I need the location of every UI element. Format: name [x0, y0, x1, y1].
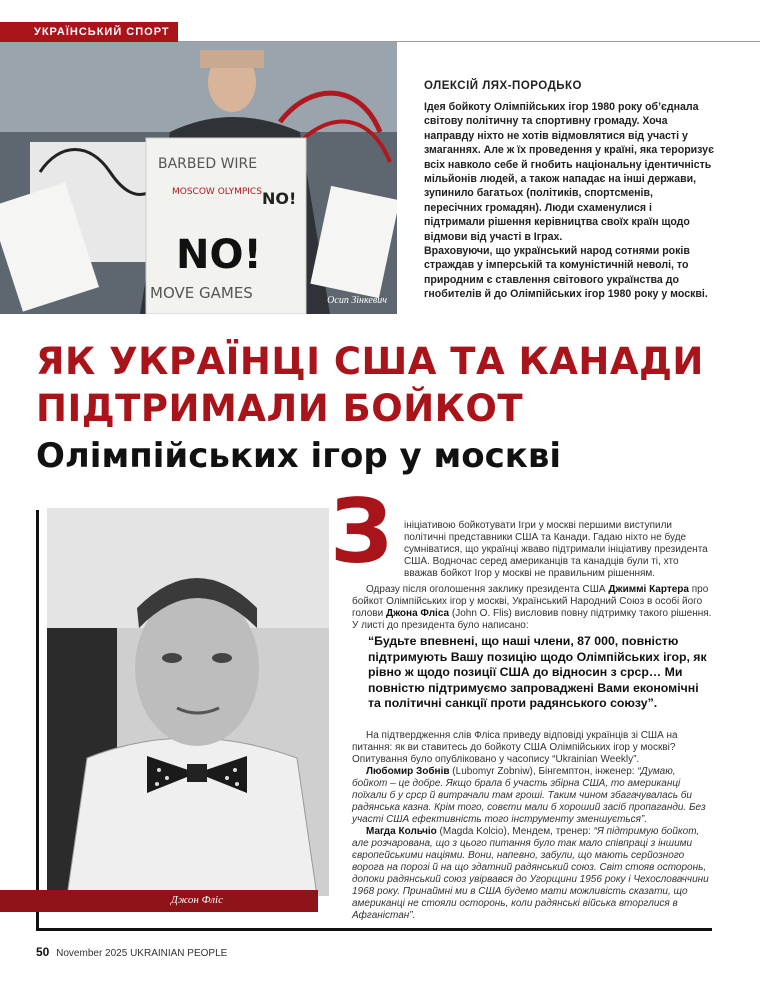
intro-paragraph-2: Враховуючи, що український народ сотнями років страждав у імперській та комуністичній неволі, то природним є ставлення світового українства до гнобителів й до Олімпійських ігор 1980 року у москві. [424, 245, 708, 301]
kolchio-quote: “Я підтримую бойкот, але розчарована, що з цього питання було так мало співпраці з іншими європейськими націями. Вони, напевно, забули, що мають серйозного ворога на порозі й на що здатний радянський союз. Світ стояв осторонь, допоки радянський союз увірвався до Угорщини 1956 року і Чехословаччини 1968 року. Принаймні ми в США будемо мати можливість сказати, що американці не стояли осторонь, коли радянські війська вторглися в Афганістан”. [352, 826, 709, 921]
photo-credit: Осип Зінкевич [327, 295, 387, 306]
intro-sidebar [424, 80, 714, 302]
sign-no-big: NO! [176, 232, 262, 278]
article-paragraph-3 [352, 730, 712, 922]
article-text-2b: про бойкот Олімпійських ігор у москві, Український Народний Союз в особі його голови [352, 584, 709, 619]
page-footer [36, 945, 227, 959]
drop-cap: З [330, 480, 393, 583]
author-name: ОЛЕКСІЙ ЛЯХ-ПОРОДЬКО [424, 80, 583, 92]
article-paragraph-2 [352, 584, 712, 632]
article-text-2a: Одразу після оголошення заклику президента США [366, 584, 609, 595]
headline-subtitle: Олімпійських ігор у москві [36, 436, 562, 476]
pull-quote: “Будьте впевнені, що наші члени, 87 000, повністю підтримують Вашу позицію щодо Олімпійських ігор, як рівно ж щодо позиції США до відносин з срср… Ми повністю підтримуємо запроваджені Вами економічні та політичні санкції проти радянського союзу”. [368, 634, 707, 711]
name-carter: Джиммі Картера [608, 584, 689, 595]
headline-line-1: ЯК УКРАЇНЦІ США ТА КАНАДИ [36, 340, 704, 383]
zobniv-meta: (Lubomyr Zobniw), Бінгемптон, інженер: [449, 766, 638, 777]
zobniv-quote: “Думаю, бойкот – це добре. Якщо брала б участь збірна США, то американці поїхали б у срср й витрачали там гроші. Таким чином збагачувалась би радянська казна. Крім того, совєти мали б хороший засіб пропаганди. Без участі США ефективність того інструменту зменшується”. [352, 766, 706, 825]
intro-paragraph-1: Ідея бойкоту Олімпійських ігор 1980 року об’єднала світову політичну та спортивну громаду. Хоча направду ніхто не хотів відмовлятися від участі у змаганнях. Але ж їх проведення у країні, яка тероризує всіх навколо себе й гнобить національну ідентичність мільйонів людей, а також нападає на інші держави, зупинило багатьох (політиків, спортсменів, пересічних громадян). Люди схаменулися і підтримали рішення керівництва своїх країн щодо відмови від участі в Іграх. [424, 101, 714, 243]
sign-no-small: NO! [262, 189, 297, 208]
protest-photo [0, 42, 397, 314]
portrait-caption: Джон Фліс [0, 890, 318, 912]
article-text-1: ініціативою бойкотувати Ігри у москві першими виступили політичні представники США та Канади. Гадаю ніхто не буде сумніватися, що українці жваво підтримали ініціативу президента США. Водночас серед американців та канадців були ті, хто вважав бойкот Ігор у москві не правильним рішенням. [404, 520, 708, 579]
sign-barbed-wire: BARBED WIRE [158, 156, 258, 172]
article-text-5 [352, 826, 712, 922]
section-tag: УКРАЇНСЬКИЙ СПОРТ [0, 22, 178, 42]
headline-line-2: ПІДТРИМАЛИ БОЙКОТ [36, 387, 524, 430]
article-text-3: На підтвердження слів Фліса приведу відповіді українців зі США на питання: як ви ставитесь до бойкоту США Олімпійських ігор у москві? Опитування було опубліковано у часопису “Ukrainian Weekly”. [352, 730, 678, 765]
sign-move-games: MOVE GAMES [150, 284, 253, 302]
protest-photo-illustration [0, 42, 397, 314]
name-flis: Джона Фліса [385, 608, 450, 619]
portrait-illustration [47, 508, 329, 896]
article-text-4 [352, 766, 712, 826]
article-text-2 [352, 584, 712, 632]
magazine-name: UKRAINIAN PEOPLE [130, 948, 228, 959]
issue-date: November 2025 [56, 948, 128, 959]
name-zobniv: Любомир Зобнів [366, 766, 450, 777]
sign-moscow-olympics: MOSCOW OLYMPICS [172, 187, 262, 197]
kolchio-meta: (Magda Kolcio), Мендем, тренер: [436, 826, 594, 837]
headline-red [36, 338, 736, 432]
article-text-2c: (John O. Flis) висловив повну підтримку такого рішення. У листі до президента було написано: [352, 608, 712, 631]
bottom-rule [36, 928, 712, 931]
portrait-photo [47, 508, 329, 896]
page-number: 50 [36, 945, 50, 959]
left-rule [36, 510, 39, 930]
name-kolchio: Магда Кольчіо [366, 826, 437, 837]
article-paragraph-1 [352, 520, 712, 580]
